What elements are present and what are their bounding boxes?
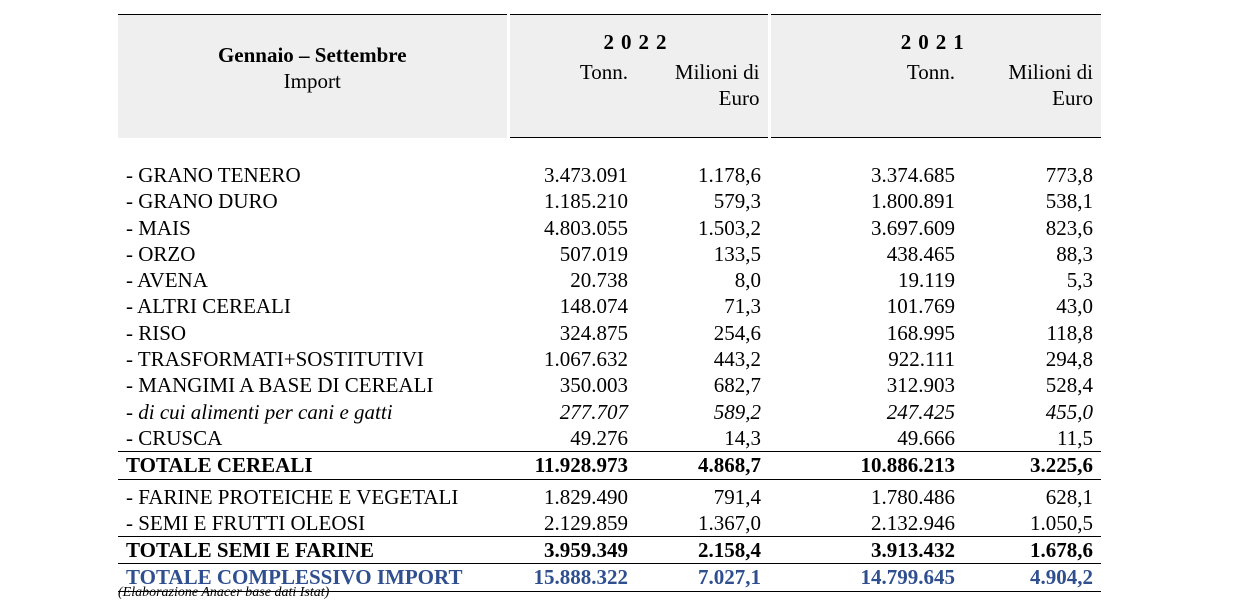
cell-value: 1.829.490: [544, 484, 628, 509]
cell-value: 148.074: [559, 294, 628, 319]
cell-value: 1.503,2: [698, 215, 761, 240]
row-label: - SEMI E FRUTTI OLEOSI: [126, 510, 366, 535]
cell-value: 1.067.632: [544, 347, 628, 372]
cell-value: 628,1: [1045, 484, 1093, 509]
cell-value: 682,7: [713, 373, 761, 398]
cell-value: 4.904,2: [963, 564, 1101, 591]
cell-value: 1.678,6: [963, 537, 1101, 564]
cell-value: 49.666: [897, 425, 955, 450]
cell-value: 350.003: [559, 373, 628, 398]
header-year-2021: 2021: [769, 15, 1101, 60]
table-row: [118, 241, 1101, 267]
cell-value: 247.425: [886, 399, 955, 424]
table-row: [118, 372, 1101, 398]
cell-value: 294,8: [1045, 347, 1093, 372]
cell-value: 118,8: [1046, 320, 1093, 345]
row-label: - TRASFORMATI+SOSTITUTIVI: [126, 347, 424, 372]
row-label: TOTALE COMPLESSIVO IMPORT: [118, 564, 508, 591]
cell-value: 3.225,6: [963, 452, 1101, 479]
table-row: [118, 479, 1101, 510]
cell-value: 579,3: [713, 189, 761, 214]
row-label: - GRANO TENERO: [126, 163, 301, 187]
table-row: [118, 346, 1101, 372]
cell-value: 277.707: [559, 399, 628, 424]
cell-value: 7.027,1: [636, 564, 769, 591]
cell-value: 1.050,5: [1030, 510, 1093, 535]
row-label: TOTALE CEREALI: [118, 452, 508, 479]
header-subtitle: Import: [283, 69, 341, 93]
cell-value: 324.875: [559, 320, 628, 345]
cell-value: 2.132.946: [871, 510, 955, 535]
cell-value: 922.111: [888, 347, 955, 372]
row-label: - AVENA: [126, 268, 208, 293]
cell-value: 14,3: [724, 425, 761, 450]
table-row: [118, 215, 1101, 241]
cell-value: 2.129.859: [544, 510, 628, 535]
header-year-2022: 2022: [508, 15, 769, 60]
cell-value: 791,4: [713, 484, 761, 509]
import-table: [118, 14, 1101, 592]
cell-value: 3.697.609: [871, 215, 955, 240]
cell-value: 455,0: [1045, 399, 1093, 424]
cell-value: 1.185.210: [544, 189, 628, 214]
header-unit-million-2022: Milioni di Euro: [636, 59, 769, 138]
row-label: TOTALE SEMI E FARINE: [118, 537, 508, 564]
table-row: [118, 510, 1101, 537]
total-semi-row: [118, 537, 1101, 564]
cell-value: 507.019: [559, 241, 628, 266]
cell-value: 168.995: [886, 320, 955, 345]
table-row: [118, 267, 1101, 293]
cell-value: 133,5: [713, 241, 761, 266]
cell-value: 4.803.055: [544, 215, 628, 240]
cell-value: 528,4: [1045, 373, 1093, 398]
row-label: - MANGIMI A BASE DI CEREALI: [126, 373, 434, 398]
cereal-rows: [118, 162, 1101, 591]
table-row: [118, 162, 1101, 188]
header-unit-million-2021: Milioni di Euro: [963, 59, 1101, 138]
cell-value: 1.178,6: [698, 163, 761, 187]
row-label: - GRANO DURO: [126, 189, 278, 214]
cell-value: 1.800.891: [871, 189, 955, 214]
cell-value: 1.780.486: [871, 484, 955, 509]
cell-value: 20.738: [570, 268, 628, 293]
cell-value: 3.374.685: [871, 163, 955, 187]
cell-value: 49.276: [570, 425, 628, 450]
cell-value: 15.888.322: [508, 564, 636, 591]
cell-value: 4.868,7: [636, 452, 769, 479]
cell-value: 538,1: [1045, 189, 1093, 214]
total-cereali-row: [118, 452, 1101, 479]
header-row-years: [118, 15, 1101, 60]
cell-value: 8,0: [734, 268, 761, 293]
header-unit-tonnes-2022: Tonn.: [508, 59, 636, 138]
cell-value: 11,5: [1057, 425, 1093, 450]
source-note: (Elaborazione Anacer base dati Istat): [118, 585, 330, 600]
table-row: [118, 293, 1101, 319]
cell-value: 1.367,0: [698, 510, 761, 535]
cell-value: 443,2: [713, 347, 761, 372]
cell-value: 3.913.432: [769, 537, 963, 564]
row-label: - ORZO: [126, 241, 196, 266]
row-label: - MAIS: [126, 215, 191, 240]
cell-value: 43,0: [1056, 294, 1093, 319]
cell-value: 88,3: [1056, 241, 1093, 266]
cell-value: 14.799.645: [769, 564, 963, 591]
cell-value: 823,6: [1045, 215, 1093, 240]
cell-value: 101.769: [886, 294, 955, 319]
cell-value: 71,3: [724, 294, 761, 319]
table-row: [118, 425, 1101, 452]
row-label: - FARINE PROTEICHE E VEGETALI: [126, 484, 459, 509]
cell-value: 10.886.213: [769, 452, 963, 479]
cell-value: 5,3: [1066, 268, 1093, 293]
header-period-cell: [118, 15, 508, 138]
cell-value: 773,8: [1045, 163, 1093, 187]
cell-value: 254,6: [713, 320, 761, 345]
cell-value: 438.465: [886, 241, 955, 266]
cell-value: 19.119: [898, 268, 955, 293]
table-row-subitem: [118, 399, 1101, 425]
row-label: - di cui alimenti per cani e gatti: [126, 399, 393, 424]
cell-value: 3.959.349: [508, 537, 636, 564]
header-period: Gennaio – Settembre: [217, 43, 407, 67]
row-label: - CRUSCA: [126, 425, 223, 450]
cell-value: 312.903: [886, 373, 955, 398]
import-table-container: [118, 14, 1101, 592]
row-label: - ALTRI CEREALI: [126, 294, 291, 319]
table-row: [118, 188, 1101, 214]
row-label: - RISO: [126, 320, 187, 345]
header-unit-tonnes-2021: Tonn.: [769, 59, 963, 138]
table-row: [118, 320, 1101, 346]
cell-value: 11.928.973: [508, 452, 636, 479]
cell-value: 2.158,4: [636, 537, 769, 564]
cell-value: 3.473.091: [544, 163, 628, 187]
cell-value: 589,2: [713, 399, 761, 424]
